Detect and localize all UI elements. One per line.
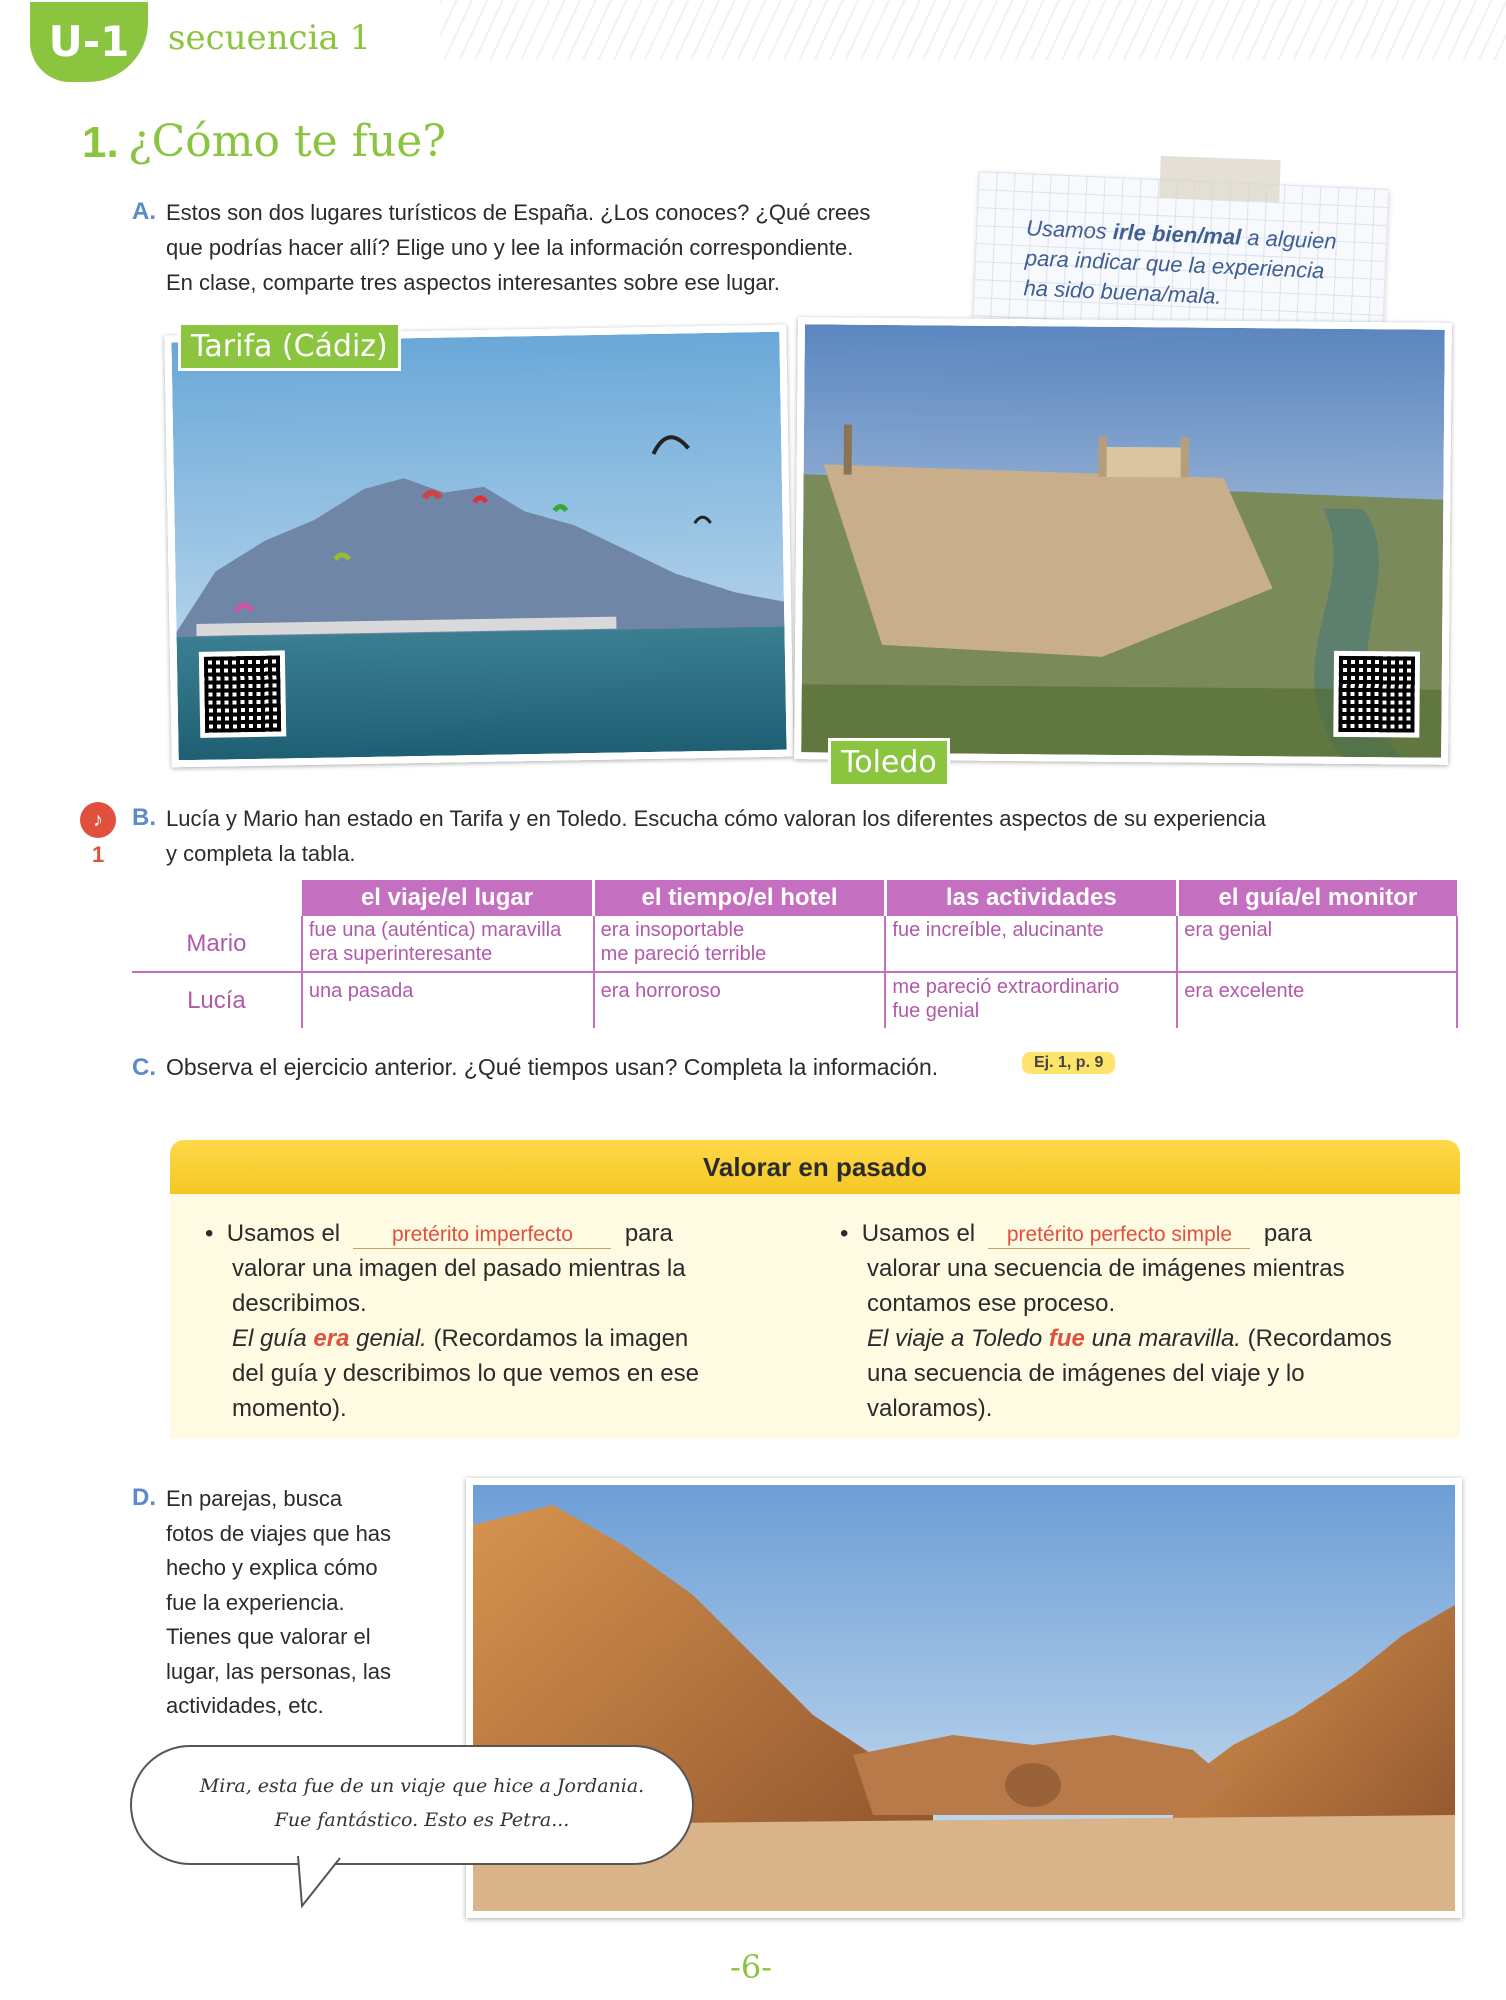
example-note: valoramos). [867,1395,993,1422]
speech-bubble-tail [290,1856,350,1916]
part-a-line-3: En clase, comparte tres aspectos interesantes sobre ese lugar. [166,270,780,295]
cell-line: fue increíble, alucinante [892,919,1104,941]
audio-icon[interactable]: ♪ [80,802,116,838]
usage-line: valorar una imagen del pasado mientras la [232,1255,686,1282]
speech-line: Mira, esta fue de un viaje que hice a Jordania. [199,1775,645,1797]
note-bold: irle bien/mal [1112,219,1242,250]
part-c-letter: C. [132,1054,156,1081]
usage-post: para [624,1220,673,1247]
cell-line: fue una (auténtica) maravilla [308,919,562,941]
note-post: a alguien para indicar que la experiencia ha sido buena/mala. [1023,224,1338,309]
table-cell [594,916,886,972]
table-header: el tiempo/el hotel [594,880,886,916]
row-name: Mario [186,929,247,957]
cell-line: era insoportable [600,919,745,941]
tarifa-qr-code[interactable] [199,650,286,737]
part-a-letter: A. [132,198,156,225]
table-cell [302,916,594,972]
part-d-line: En parejas, busca [166,1486,343,1511]
tarifa-photo [164,325,793,768]
grammar-right-column [840,1216,1430,1426]
table-header: las actividades [885,880,1177,916]
table-cell [1177,916,1457,972]
cell-line: una pasada [308,980,414,1002]
cell-line: era horroroso [600,980,721,1002]
section-title: ¿Cómo te fue? [128,116,446,167]
table-corner [132,880,302,916]
header-hatching [440,0,1506,60]
toledo-photo [794,317,1452,765]
cell-line: era excelente [1184,980,1305,1002]
usage-line: describimos. [232,1290,367,1317]
bullet: • [840,1220,849,1247]
table-row [132,972,1457,1028]
table-cell [885,916,1177,972]
part-d-line: Tienes que valorar el [166,1624,371,1649]
example-line [205,1321,765,1356]
speech-bubble [130,1745,694,1865]
bullet: • [205,1220,214,1247]
part-a-text [166,195,986,300]
sequence-label: secuencia 1 [168,18,372,58]
example-highlight: fue [1048,1325,1085,1352]
part-b-letter: B. [132,804,156,831]
note-pre: Usamos [1025,215,1114,245]
answer-blank[interactable]: pretérito perfecto simple [988,1222,1250,1249]
table-header: el viaje/el lugar [302,880,594,916]
example-text: El guía [232,1325,314,1352]
part-d-line: hecho y explica cómo [166,1555,378,1580]
answer-blank[interactable]: pretérito imperfecto [353,1222,611,1249]
page-number: -6- [730,1948,772,1986]
example-note: (Recordamos [1240,1325,1392,1352]
tarifa-label: Tarifa (Cádiz) [178,322,401,371]
section-number: 1. [82,118,119,167]
table-cell [302,972,594,1028]
audio-track-number: 1 [92,842,105,867]
part-a-line-2: que podrías hacer allí? Elige uno y lee la información correspondiente. [166,235,854,260]
grammar-box-title: Valorar en pasado [170,1140,1460,1194]
table-header: el guía/el monitor [1177,880,1457,916]
part-a-line-1: Estos son dos lugares turísticos de España. ¿Los conoces? ¿Qué crees [166,200,871,225]
row-name: Lucía [187,986,246,1014]
part-d-line: fotos de viajes que has [166,1520,392,1546]
example-note: (Recordamos la imagen [426,1325,689,1352]
usage-note-text [1023,213,1357,317]
part-b-line-1: Lucía y Mario han estado en Tarifa y en Toledo. Escucha cómo valoran los diferentes aspectos de su experiencia [166,806,1266,831]
speech-bubble-text [192,1769,652,1837]
cell-line: era superinteresante [308,943,493,965]
cell-line: me pareció extraordinario [892,976,1120,998]
tape-strip [1159,156,1280,202]
usage-pre: Usamos el [226,1220,341,1247]
grammar-left-column [205,1216,765,1426]
example-text: El viaje a Toledo [867,1325,1049,1352]
example-text: genial. [349,1325,427,1352]
example-note: del guía y describimos lo que vemos en ese [232,1360,699,1387]
table-cell [594,972,886,1028]
speech-line: Fue fantástico. Esto es Petra... [274,1809,570,1831]
toledo-label: Toledo [828,738,950,787]
usage-line: valorar una secuencia de imágenes mientras [867,1255,1345,1282]
cell-line: me pareció terrible [600,943,767,965]
table-cell [885,972,1177,1028]
table-cell [1177,972,1457,1028]
usage-line: contamos ese proceso. [867,1290,1116,1317]
experience-table [132,880,1458,1028]
example-text: una maravilla. [1084,1325,1241,1352]
unit-badge: U-1 [30,2,148,82]
part-d-line: fue la experiencia. [166,1589,345,1615]
cell-line: fue genial [892,1000,980,1022]
table-row [132,916,1457,972]
part-d-line: lugar, las personas, las [166,1658,392,1684]
cell-line: era genial [1184,919,1273,941]
part-d-line: actividades, etc. [166,1693,324,1718]
part-d-text [166,1482,456,1724]
example-note: una secuencia de imágenes del viaje y lo [867,1360,1305,1387]
usage-post: para [1263,1220,1312,1247]
part-d-letter: D. [132,1484,156,1511]
part-c-text: Observa el ejercicio anterior. ¿Qué tiempos usan? Completa la información. [166,1054,939,1080]
example-line [840,1321,1430,1356]
exercise-reference-badge[interactable]: Ej. 1, p. 9 [1022,1052,1115,1074]
example-highlight: era [313,1325,350,1352]
usage-pre: Usamos el [861,1220,976,1247]
part-b-text [166,801,1446,871]
toledo-qr-code[interactable] [1333,651,1420,738]
part-b-line-2: y completa la tabla. [166,841,356,866]
example-note: momento). [232,1395,347,1422]
